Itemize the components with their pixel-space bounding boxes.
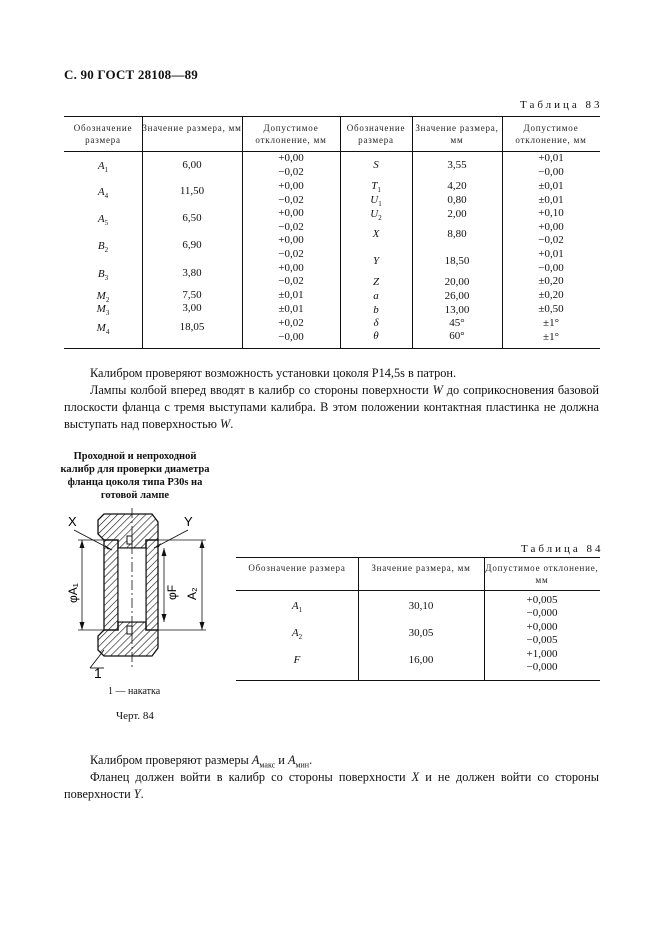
table83-tolerance-left: ±0,01 — [278, 303, 304, 315]
table83-value-right: 26,00 — [444, 290, 470, 302]
designation-letter: M — [96, 303, 106, 315]
designation-letter: Y — [372, 255, 380, 267]
table83-value-right: 2,00 — [447, 208, 467, 220]
designation-letter: M — [96, 322, 106, 334]
table83-designation-left — [64, 240, 142, 257]
table83-tolerance-right: −0,00 — [538, 262, 564, 274]
table83-tolerance-right: +0,00 — [538, 221, 564, 233]
table83-tolerance-right: ±0,01 — [538, 180, 564, 192]
knurl-leader-number: 1 — [94, 665, 102, 681]
table83-designation-left — [64, 213, 142, 230]
table83-tolerance-left: −0,02 — [278, 166, 304, 178]
page-header: С. 90 ГОСТ 28108—89 — [64, 67, 198, 82]
paragraph-text: Фланец должен войти в калибр со стороны поверхности — [90, 770, 406, 784]
designation-subscript: 5 — [104, 219, 109, 228]
table83-designation-right — [340, 159, 412, 176]
gauge-pin-bottom — [127, 626, 132, 634]
table83-tolerance-left: −0,02 — [278, 248, 304, 260]
dimension-a1-label: φA₁ — [66, 583, 80, 603]
table83-header-cell: Допустимое отклонение, мм — [515, 123, 587, 145]
dimension-subscript: макс — [259, 760, 276, 770]
table83-value-right: 18,50 — [444, 255, 470, 267]
designation-letter: b — [373, 304, 379, 316]
paragraph-text: Лампы колбой вперед вводят в калибр со стороны поверхности — [90, 383, 429, 397]
gauge-wall-left — [104, 540, 118, 630]
designation-subscript: 2 — [378, 214, 382, 223]
figure-title: Проходной и непроходной калибр для проверки диаметра фланца цоколя типа P30s на готовой лампе — [60, 451, 210, 501]
table84-header-rule — [236, 590, 600, 591]
designation-subscript: 1 — [377, 186, 381, 195]
dimension-symbol: A — [287, 753, 296, 767]
table83-value-left: 6,90 — [182, 239, 202, 251]
figure-note: 1 — накатка — [108, 686, 161, 697]
table84-tolerance: +1,000 — [526, 648, 558, 660]
table83-value-right: 13,00 — [444, 304, 470, 316]
table84-header-cell: Значение размера, мм — [371, 563, 471, 573]
designation-letter: B — [97, 268, 105, 280]
table83-value-left: 3,80 — [182, 267, 202, 279]
designation-letter: A — [97, 213, 105, 225]
table83-designation-right — [340, 330, 412, 347]
dimension-symbol: A — [251, 753, 260, 767]
table84-designation — [236, 654, 358, 671]
paragraph-text: Калибром проверяют возможность установки цоколя P14,5s в патрон. — [90, 366, 457, 380]
designation-subscript: 1 — [378, 200, 382, 209]
table84-designation — [236, 627, 358, 644]
designation-letter: a — [373, 290, 379, 302]
designation-subscript: 2 — [298, 633, 303, 642]
table84-header-cell: Обозначение размера — [248, 563, 346, 573]
table83-tolerance-left: +0,00 — [278, 180, 304, 192]
table83-designation-left — [64, 186, 142, 203]
paragraph-flange-check — [64, 769, 599, 803]
arrow-icon — [200, 622, 205, 630]
designation-subscript: 3 — [104, 274, 109, 283]
table83-value-right: 45° — [449, 317, 465, 329]
table83-tolerance-left: −0,02 — [278, 194, 304, 206]
dimension-a2-label: A₂ — [185, 587, 199, 600]
table83-bottom-rule — [64, 348, 600, 349]
table83-designation-right — [340, 255, 412, 272]
table83-tolerance-left: +0,00 — [278, 152, 304, 164]
table84-top-rule — [236, 557, 600, 558]
table83-value-left: 6,00 — [182, 159, 202, 171]
table83-tolerance-left: −0,02 — [278, 275, 304, 287]
table83-tolerance-right: +0,01 — [538, 248, 564, 260]
gauge-wall-right — [146, 540, 158, 630]
surface-x-label: X — [68, 514, 77, 529]
table83-value-right: 4,20 — [447, 180, 467, 192]
table83-value-right: 0,80 — [447, 194, 467, 206]
table84-tolerance: −0,000 — [526, 607, 558, 619]
table83-tolerance-right: ±0,50 — [538, 303, 564, 315]
paragraph-text: Калибром проверяют размеры — [90, 753, 249, 767]
designation-letter: F — [293, 654, 301, 666]
table83-tolerance-left: +0,00 — [278, 262, 304, 274]
designation-letter: δ — [373, 317, 379, 329]
table84-tolerance: −0,000 — [526, 661, 558, 673]
paragraph-text: . — [140, 787, 144, 801]
table83-value-left: 7,50 — [182, 289, 202, 301]
designation-letter: A — [97, 186, 105, 198]
table83-designation-left — [64, 268, 142, 285]
paragraph-text: . — [309, 753, 313, 767]
table84-tolerance: +0,000 — [526, 621, 558, 633]
table83-tolerance-left: +0,00 — [278, 234, 304, 246]
table83-designation-left — [64, 160, 142, 177]
designation-subscript: 3 — [105, 309, 110, 318]
table83-header-cell: Допустимое отклонение, мм — [255, 123, 327, 145]
table83-tolerance-right: ±1° — [543, 331, 559, 343]
arrow-icon — [162, 614, 167, 622]
table83-tolerance-right: ±1° — [543, 317, 559, 329]
table83-value-left: 6,50 — [182, 212, 202, 224]
designation-letter: A — [291, 600, 299, 612]
table84-value: 30,10 — [408, 600, 434, 612]
dimension-subscript: мин — [295, 760, 310, 770]
table84-value: 30,05 — [408, 627, 434, 639]
table83-value-right: 8,80 — [447, 228, 467, 240]
table83-designation-right — [340, 208, 412, 225]
table83-value-right: 3,55 — [447, 159, 467, 171]
surface-y-label: Y — [184, 514, 193, 529]
designation-letter: U — [370, 194, 379, 206]
paragraph-lamp-insertion — [64, 382, 599, 433]
table83-tolerance-left: +0,02 — [278, 317, 304, 329]
table83-value-right: 60° — [449, 330, 465, 342]
paragraph-text: . — [230, 417, 234, 431]
table83-designation-right — [340, 228, 412, 245]
designation-letter: θ — [373, 330, 379, 342]
surface-symbol: W — [432, 383, 443, 397]
designation-letter: A — [97, 160, 105, 172]
designation-letter: B — [97, 240, 105, 252]
table83-value-left: 18,05 — [179, 321, 205, 333]
paragraph-socket-check — [64, 365, 599, 382]
designation-letter: M — [96, 290, 106, 302]
gauge-drawing — [60, 508, 220, 683]
surface-symbol: W — [220, 417, 231, 431]
surface-symbol: Y — [133, 787, 141, 801]
designation-letter: S — [373, 159, 379, 171]
table83-tolerance-left: −0,02 — [278, 221, 304, 233]
arrow-icon — [200, 540, 205, 548]
designation-letter: Z — [372, 276, 380, 288]
table83-caption: Таблица 83 — [520, 99, 603, 111]
table83-designation-left — [64, 322, 142, 339]
arrow-icon — [80, 622, 85, 630]
paragraph-text: и — [278, 753, 285, 767]
table83-tolerance-right: ±0,20 — [538, 275, 564, 287]
designation-subscript: 1 — [298, 606, 303, 615]
table83-top-rule — [64, 116, 600, 117]
table83-header-cell: Значение размера, мм — [142, 123, 242, 133]
table83-tolerance-right: −0,00 — [538, 166, 564, 178]
table83-tolerance-right: ±0,01 — [538, 194, 564, 206]
paragraph-text: до соприкосновения базовой плоскости фланца с тремя выступами калибра. В этом положении контактная пластинка не должна выступать над поверхностью — [64, 383, 599, 431]
designation-subscript: 4 — [104, 192, 109, 201]
designation-subscript: 1 — [104, 166, 109, 175]
table83-header-cell: Обозначение размера — [346, 123, 406, 145]
designation-letter: U — [370, 208, 379, 220]
table83-header-cell: Значение размера, мм — [415, 123, 499, 145]
table84-designation — [236, 600, 358, 617]
table84-tolerance: −0,005 — [526, 634, 558, 646]
table84-caption: Таблица 84 — [521, 543, 604, 555]
designation-subscript: 4 — [105, 328, 110, 337]
surface-symbol: X — [411, 770, 420, 784]
table83-header-cell: Обозначение размера — [73, 123, 133, 145]
table84-header-cell: Допустимое отклонение, мм — [485, 563, 599, 585]
table84-tolerance: +0,005 — [526, 594, 558, 606]
designation-letter: X — [372, 228, 380, 240]
table84-value: 16,00 — [408, 654, 434, 666]
arrow-icon — [80, 540, 85, 548]
paragraph-text: и не должен войти со стороны поверхности — [64, 770, 600, 801]
designation-letter: A — [291, 627, 299, 639]
table83-tolerance-right: ±0,20 — [538, 289, 564, 301]
table83-value-right: 20,00 — [444, 276, 470, 288]
gauge-pin-top — [127, 536, 132, 544]
table84-bottom-rule — [236, 680, 600, 681]
table83-tolerance-left: +0,00 — [278, 207, 304, 219]
table83-value-left: 11,50 — [179, 185, 205, 197]
table83-tolerance-left: −0,00 — [278, 331, 304, 343]
table83-tolerance-right: −0,02 — [538, 234, 564, 246]
table83-designation-left — [64, 303, 142, 320]
dimension-f-label: φF — [165, 584, 179, 600]
figure-caption: Черт. 84 — [116, 710, 154, 722]
designation-letter: T — [371, 180, 378, 192]
table83-tolerance-right: +0,01 — [538, 152, 564, 164]
table83-tolerance-left: ±0,01 — [278, 289, 304, 301]
table83-value-left: 3,00 — [182, 302, 202, 314]
designation-subscript: 2 — [104, 246, 109, 255]
arrow-icon — [162, 548, 167, 556]
designation-subscript: 2 — [105, 296, 110, 305]
table83-tolerance-right: +0,10 — [538, 207, 564, 219]
